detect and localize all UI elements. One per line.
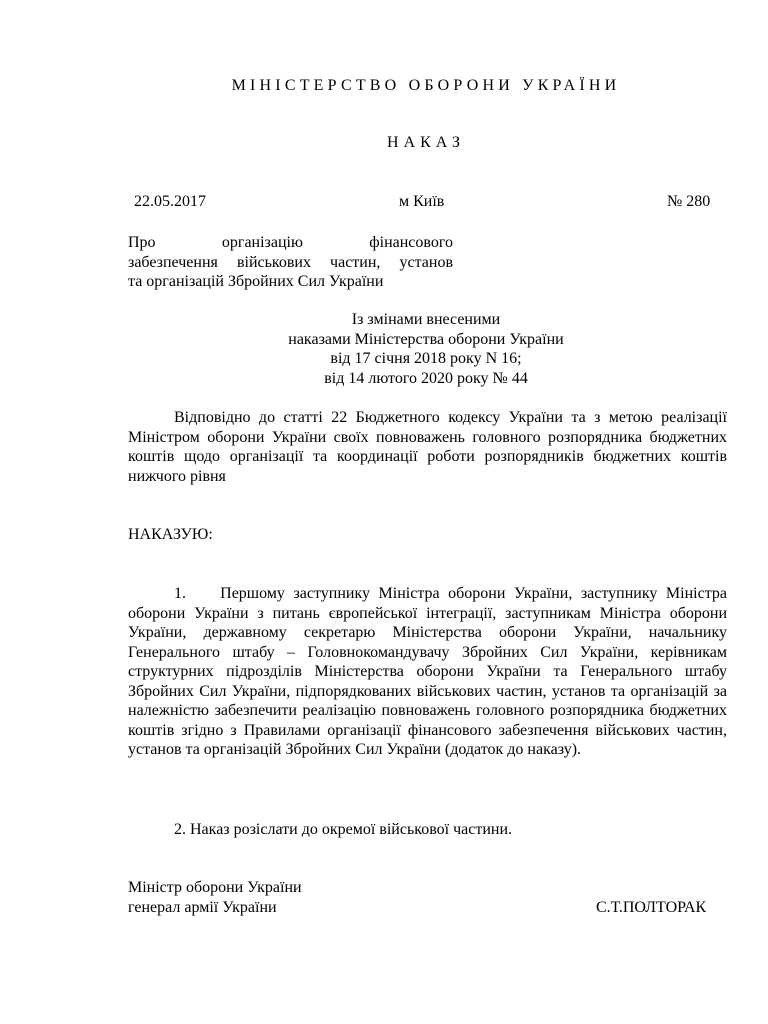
amendment-line: наказами Міністерства оборони України (288, 330, 564, 348)
order-date: 22.05.2017 (134, 193, 206, 210)
order-item-2: 2. Наказ розіслати до окремої військової частини. (174, 821, 513, 838)
subject-line: та організацій Збройних Сил України (128, 273, 384, 290)
subject-line: Про організацію фінансового (128, 234, 453, 251)
amendment-line: від 17 січня 2018 року N 16; (330, 350, 522, 367)
amendment-line: Із змінами внесеними (351, 311, 501, 328)
signatory-title-line: Міністр оборони України (128, 879, 302, 896)
signatory-rank-line: генерал армії України (128, 899, 277, 916)
signatory-title (128, 878, 302, 918)
order-word: НАКАЗУЮ: (128, 526, 213, 543)
ministry-heading: МІНІСТЕРСТВО ОБОРОНИ УКРАЇНИ (231, 77, 621, 94)
order-item-1: 1. Першому заступнику Міністра оборони України, заступнику Міністра оборони України з питань європейської інтеграції, заступникам Міністра оборони України, державному секретарю Міністерства оборони України, начальнику Генерального штабу – Головнокомандувачу Збройних Сил України, керівникам структурних підрозділів Міністерства оборони України та Генерального штабу Збройних Сил України, підпорядкованих військових частин, установ та організацій за належністю забезпечити реалізацію повноважень головного розпорядника бюджетних коштів згідно з Правилами організації фінансового забезпечення військових частин, установ та організацій Збройних Сил України (додаток до наказу). (128, 585, 731, 758)
amendment-line: від 14 лютого 2020 року № 44 (324, 369, 528, 387)
document-type-heading: НАКАЗ (387, 134, 465, 151)
signatory-name: С.Т.ПОЛТОРАК (596, 899, 707, 916)
subject-line: забезпечення військових частин, установ (128, 253, 453, 271)
order-number: № 280 (667, 193, 711, 210)
preamble-paragraph: Відповідно до статті 22 Бюджетного кодексу України та з метою реалізації Міністром оборони України своїх повноважень головного розпорядника бюджетних коштів щодо організації та координації роботи розпорядників бюджетних коштів нижчого рівня (128, 409, 727, 485)
amendments-note (128, 310, 724, 388)
order-city: м Київ (399, 193, 445, 210)
order-subject (128, 233, 453, 292)
